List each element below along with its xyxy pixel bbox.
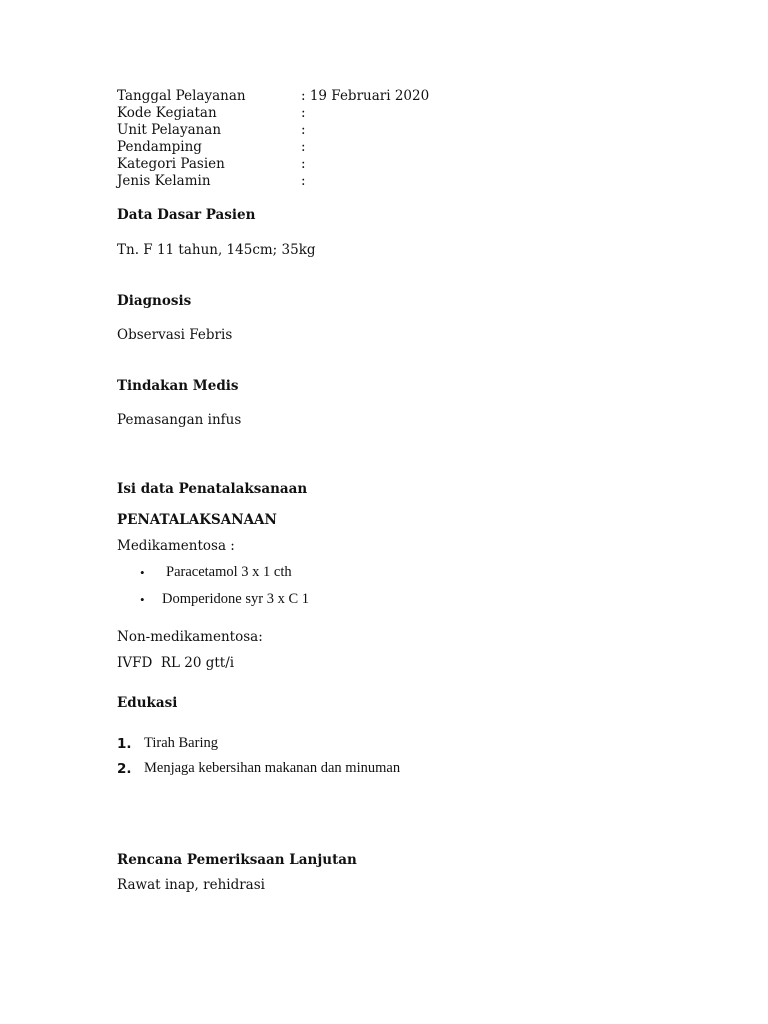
label-medikamentosa: Medikamentosa : [117, 538, 235, 554]
field-value-jenis-kelamin: : [301, 173, 306, 189]
list-number: 1. [117, 736, 132, 752]
list-item-edukasi: Menjaga kebersihan makanan dan minuman [144, 760, 401, 776]
heading-edukasi: Edukasi [117, 695, 178, 711]
field-value-kategori: : [301, 156, 306, 172]
field-value-tanggal: : 19 Februari 2020 [301, 88, 430, 104]
field-label-kode: Kode Kegiatan [117, 105, 217, 121]
list-number: 2. [117, 761, 132, 777]
field-value-unit: : [301, 122, 306, 138]
field-label-jenis-kelamin: Jenis Kelamin [117, 173, 211, 189]
field-label-pendamping: Pendamping [117, 139, 202, 155]
list-item-medikamentosa: Domperidone syr 3 x C 1 [162, 591, 309, 607]
heading-penatalaksanaan: Isi data Penatalaksanaan [117, 481, 308, 497]
list-item-edukasi: Tirah Baring [144, 735, 218, 751]
field-value-pendamping: : [301, 139, 306, 155]
field-label-kategori: Kategori Pasien [117, 156, 225, 172]
text-data-dasar: Tn. F 11 tahun, 145cm; 35kg [117, 242, 316, 258]
text-non-medikamentosa: IVFD RL 20 gtt/i [117, 655, 235, 671]
bullet-marker: • [140, 565, 145, 580]
heading-diagnosis: Diagnosis [117, 293, 192, 309]
field-value-kode: : [301, 105, 306, 121]
text-tindakan: Pemasangan infus [117, 412, 242, 428]
text-diagnosis: Observasi Febris [117, 327, 233, 343]
heading-data-dasar: Data Dasar Pasien [117, 207, 256, 223]
text-rencana: Rawat inap, rehidrasi [117, 877, 265, 893]
subheading-penatalaksanaan: PENATALAKSANAAN [117, 512, 277, 528]
bullet-marker: • [140, 592, 145, 607]
heading-rencana: Rencana Pemeriksaan Lanjutan [117, 852, 357, 868]
list-item-medikamentosa: Paracetamol 3 x 1 cth [166, 564, 292, 580]
heading-tindakan: Tindakan Medis [117, 378, 239, 394]
field-label-unit: Unit Pelayanan [117, 122, 222, 138]
label-non-medikamentosa: Non-medikamentosa: [117, 629, 263, 645]
field-label-tanggal: Tanggal Pelayanan [117, 88, 246, 104]
